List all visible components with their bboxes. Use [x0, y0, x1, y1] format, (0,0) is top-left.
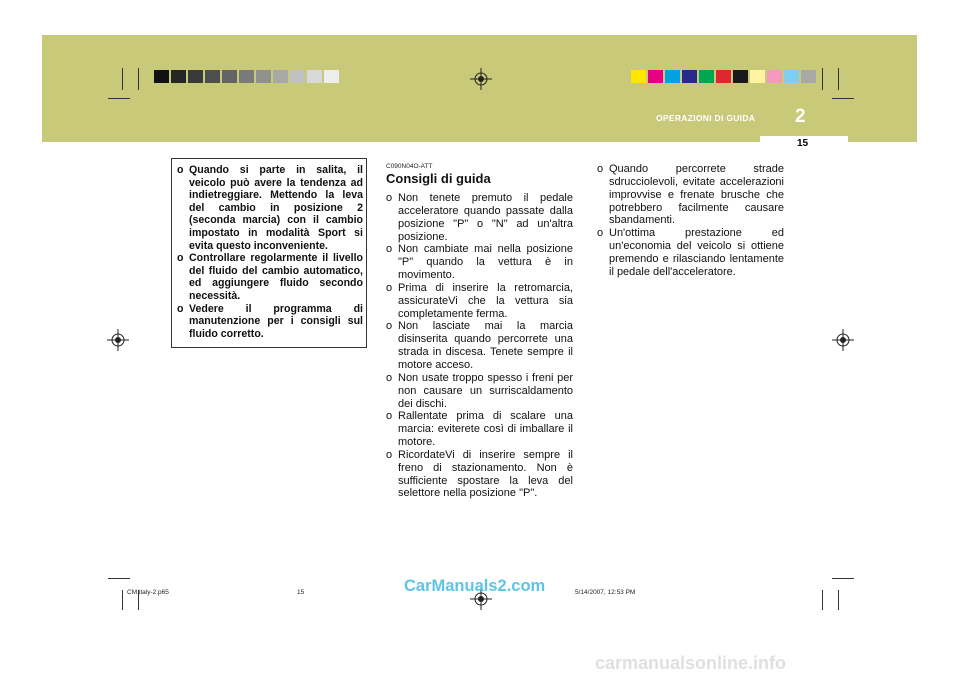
crop-mark — [122, 68, 123, 90]
page-number: 15 — [797, 138, 809, 149]
list-item — [386, 320, 573, 371]
list-item-text: Non usate troppo spesso i freni per non causare un surriscaldamento dei dischi. — [398, 371, 573, 410]
list-item-text: Quando si parte in salita, il veicolo può avere la tendenza ad indietreggiare. Mettendo la leva del cambio in posizione 2 (seconda marcia) con il cambio impostato in modalità Sport si evita questo inconveniente. — [189, 164, 363, 252]
calibration-swatch — [273, 70, 288, 83]
calibration-swatch — [750, 70, 765, 83]
section-heading: Consigli di guida — [386, 171, 491, 186]
bottom-watermark: carmanualsonline.info — [595, 653, 787, 673]
section-title: OPERAZIONI DI GUIDA — [656, 113, 756, 123]
list-item — [177, 164, 363, 252]
crop-mark — [838, 68, 839, 90]
bullet-icon: o — [597, 227, 604, 240]
list-item-text: Vedere il programma di manutenzione per i consigli sul fluido corretto. — [189, 302, 363, 340]
crop-mark — [832, 98, 854, 99]
bullet-icon: o — [386, 281, 393, 294]
chapter-number: 2 — [795, 106, 806, 127]
bullet-icon: o — [177, 164, 184, 176]
crop-mark — [832, 578, 854, 579]
crop-mark — [822, 68, 823, 90]
list-item-text: Quando percorrete strade sdrucciolevoli, evitate accelerazioni improvvise e frenate brusche che potrebbero facilmente causare sbandamenti. — [609, 163, 784, 227]
footer-page: 15 — [297, 589, 305, 596]
calibration-swatch — [699, 70, 714, 83]
list-item-text: Rallentate prima di scalare una marcia: eviterete così di imballare il motore. — [398, 410, 573, 449]
crop-mark — [138, 68, 139, 90]
list-item — [386, 192, 573, 243]
list-item — [386, 372, 573, 411]
registration-mark-icon — [107, 329, 129, 351]
list-item-text: Controllare regolarmente il livello del fluido del cambio automatico, ed aggiungere fluido secondo necessità. — [189, 252, 363, 302]
list-item-text: Non lasciate mai la marcia disinserita quando percorrete una strada in discesa. Tenete sempre il motore acceso. — [398, 320, 573, 371]
registration-mark-icon — [470, 68, 492, 90]
section-code: C090N04O-ATT — [386, 163, 433, 170]
list-item-text: RicordateVi di inserire sempre il freno di stazionamento. Non è sufficiente spostare la leva del selettore nella posizione "P". — [398, 448, 573, 500]
bullet-icon: o — [386, 371, 393, 384]
calibration-swatch — [648, 70, 663, 83]
list-item — [177, 252, 363, 302]
calibration-swatch — [188, 70, 203, 83]
footer-datetime: 5/14/2007, 12:53 PM — [575, 589, 636, 596]
list-item-text: Non cambiate mai nella posizione "P" quando la vettura è in movimento. — [398, 243, 573, 282]
calibration-swatch — [205, 70, 220, 83]
calibration-swatch — [682, 70, 697, 83]
list-item-text: Non tenete premuto il pedale acceleratore quando passate dalla posizione "P" o "N" ad un'altra posizione. — [398, 192, 573, 243]
list-item-text: Un'ottima prestazione ed un'economia del veicolo si ottiene premendo e rilasciando lentamente il pedale dell'acceleratore. — [609, 227, 784, 278]
list-item — [597, 163, 784, 227]
bullet-icon: o — [177, 302, 184, 315]
crop-mark — [822, 590, 823, 610]
calibration-swatch — [767, 70, 782, 83]
calibration-swatch — [239, 70, 254, 83]
calibration-swatch — [801, 70, 816, 83]
bullet-icon: o — [386, 243, 393, 256]
crop-mark — [122, 590, 123, 610]
list-item — [386, 243, 573, 282]
driving-tips-list — [386, 192, 573, 500]
list-item — [386, 449, 573, 500]
calibration-swatch — [784, 70, 799, 83]
list-item-text: Prima di inserire la retromarcia, assicurateVi che la vettura sia completamente ferma. — [398, 281, 573, 320]
bullet-icon: o — [386, 410, 393, 423]
note-list — [177, 164, 363, 340]
list-item — [386, 282, 573, 321]
bullet-icon: o — [597, 163, 604, 175]
watermark-logo[interactable]: CarManuals2.com — [404, 577, 546, 595]
crop-mark — [838, 590, 839, 610]
registration-mark-icon — [832, 329, 854, 351]
bullet-icon: o — [386, 320, 393, 333]
list-item — [597, 227, 784, 278]
bullet-icon: o — [177, 252, 184, 265]
calibration-swatch — [171, 70, 186, 83]
calibration-swatch — [154, 70, 169, 83]
calibration-swatch — [307, 70, 322, 83]
calibration-swatch — [733, 70, 748, 83]
bullet-icon: o — [386, 448, 393, 461]
list-item — [177, 303, 363, 341]
calibration-swatch — [222, 70, 237, 83]
calibration-swatch — [631, 70, 646, 83]
calibration-swatch — [324, 70, 339, 83]
footer-filename: CM italy-2.p65 — [127, 589, 169, 596]
calibration-swatch — [665, 70, 680, 83]
driving-tips-list-continued — [597, 163, 784, 279]
calibration-swatch — [256, 70, 271, 83]
bullet-icon: o — [386, 192, 393, 204]
calibration-swatch — [716, 70, 731, 83]
crop-mark — [108, 578, 130, 579]
list-item — [386, 410, 573, 449]
calibration-swatch — [290, 70, 305, 83]
crop-mark — [108, 98, 130, 99]
